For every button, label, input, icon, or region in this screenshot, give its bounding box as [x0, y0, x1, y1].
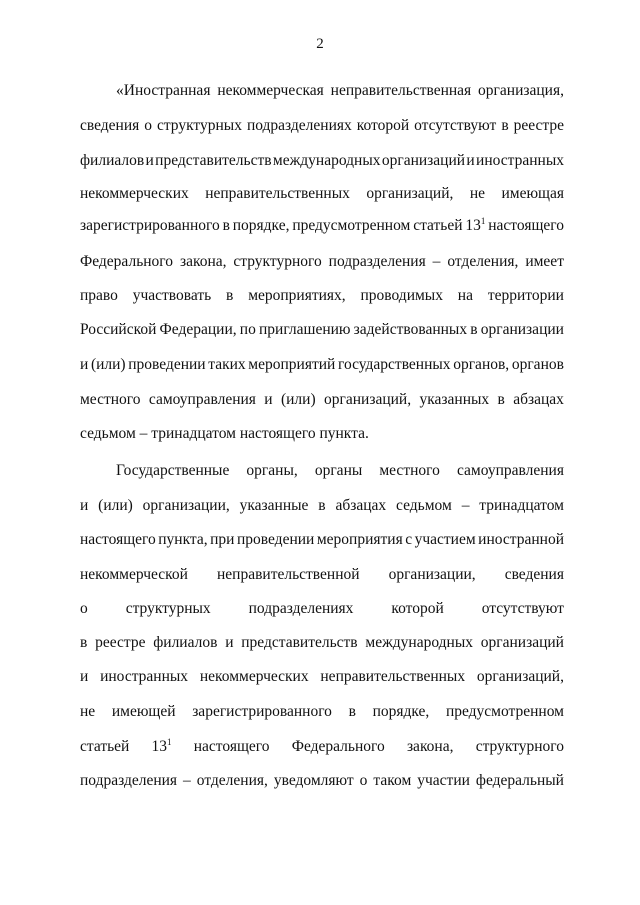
word: сведения: [80, 117, 140, 134]
word: задействованных: [353, 321, 468, 338]
word: структурных: [156, 117, 242, 134]
text-line: [80, 737, 564, 757]
word: о: [144, 117, 152, 134]
word: настоящего: [239, 425, 316, 442]
word: государственных: [337, 356, 451, 373]
word: (или): [280, 391, 316, 408]
word: в: [226, 287, 234, 304]
word: федеральный: [475, 772, 564, 789]
word: уведомляют: [273, 772, 354, 789]
word: по: [239, 321, 256, 338]
word: в: [80, 634, 88, 651]
word: на: [457, 287, 473, 304]
word: которой: [391, 600, 444, 617]
word: в: [222, 217, 230, 234]
word: и: [80, 356, 89, 373]
word: Федерального: [80, 253, 174, 270]
word: пункта,: [158, 531, 208, 548]
word: (или): [98, 497, 133, 514]
word: настоящего: [193, 738, 270, 755]
word: имеющая: [501, 185, 564, 202]
word: и: [264, 391, 273, 408]
word: имеет: [525, 253, 564, 270]
word: самоуправления: [456, 462, 564, 479]
text-line: [80, 599, 564, 619]
text-line: [80, 151, 564, 171]
word: –: [183, 772, 191, 789]
word: отсутствуют: [481, 600, 564, 617]
word: имеющей: [111, 703, 176, 720]
superscript: 1: [480, 216, 486, 226]
word: –: [432, 253, 441, 270]
word: указанные: [239, 497, 309, 514]
word: Государственные: [116, 462, 230, 479]
word: органов: [511, 356, 564, 373]
word: «Иностранная: [116, 82, 211, 99]
word: участием: [414, 531, 476, 548]
word: абзацах: [513, 391, 564, 408]
word: самоуправления: [148, 391, 256, 408]
word: зарегистрированного: [192, 703, 332, 720]
text-line: [80, 667, 564, 687]
word: (или): [90, 356, 126, 373]
word: проводимых: [360, 287, 443, 304]
word: иностранных: [476, 152, 564, 169]
text-line: [80, 116, 564, 136]
word: мероприятиях,: [248, 287, 346, 304]
word: неправительственных: [205, 185, 350, 202]
word: настоящего: [80, 531, 156, 548]
word: иностранной: [478, 531, 564, 548]
word: организации: [480, 321, 564, 338]
word: международных: [272, 152, 381, 169]
text-line: [80, 633, 564, 653]
word: абзацах: [335, 497, 387, 514]
word: тринадцатом: [479, 497, 564, 514]
word: подразделениях: [248, 600, 354, 617]
superscript: 1: [167, 737, 172, 747]
word: зарегистрированного: [80, 217, 220, 234]
text-line: [116, 81, 564, 101]
word: предусмотренном: [292, 217, 411, 234]
word: структурного: [475, 738, 564, 755]
word: филиалов: [80, 152, 145, 169]
word: реестре: [95, 634, 146, 651]
word: организаций,: [476, 668, 564, 685]
text-line: [80, 216, 564, 236]
word: организаций: [381, 152, 466, 169]
word: организаций,: [324, 391, 412, 408]
word: настоящего: [488, 217, 564, 234]
word: указанных: [419, 391, 490, 408]
word: в: [348, 703, 356, 720]
text-line: [80, 702, 564, 722]
word: представительств: [155, 152, 272, 169]
word: в: [497, 391, 505, 408]
word: Федерации,: [159, 321, 237, 338]
page-number: 2: [316, 36, 324, 52]
text-line: [80, 252, 564, 272]
word: и: [80, 497, 89, 514]
word: статьей: [80, 738, 130, 755]
word: некоммерческих: [199, 668, 309, 685]
word: структурного: [233, 253, 322, 270]
text-line: [80, 286, 564, 306]
text-line: [80, 320, 564, 340]
word: филиалов: [153, 634, 218, 651]
word: –: [461, 497, 470, 514]
word: некоммерческих: [80, 185, 189, 202]
word: проведении: [128, 356, 206, 373]
word: органы: [314, 462, 363, 479]
text-line: [80, 530, 564, 550]
word: территории: [487, 287, 564, 304]
word: о: [359, 772, 368, 789]
text-line: [80, 390, 564, 410]
word: организации,: [388, 566, 476, 583]
word: иностранных: [100, 668, 189, 685]
word: мероприятия: [316, 531, 403, 548]
word: –: [139, 425, 148, 442]
word: подразделениях: [246, 117, 352, 134]
word: предусмотренном: [445, 703, 564, 720]
word: порядке,: [232, 217, 290, 234]
word: $13^1$: [151, 737, 172, 755]
word: $13^1$: [465, 216, 486, 234]
text-line: [116, 461, 564, 481]
text-line: [80, 424, 564, 444]
word: подразделения: [80, 772, 178, 789]
word: в: [470, 321, 478, 338]
word: и: [466, 152, 475, 169]
word: органов,: [453, 356, 510, 373]
text-line: [80, 565, 564, 585]
word: неправительственная: [330, 82, 472, 99]
word: сведения: [504, 566, 564, 583]
word: Российской: [80, 321, 157, 338]
word: седьмом: [80, 425, 136, 442]
word: организаций: [480, 634, 564, 651]
word: неправительственной: [216, 566, 360, 583]
word: порядке,: [372, 703, 430, 720]
word: не: [469, 185, 486, 202]
word: пункта.: [319, 425, 369, 442]
word: Федерального: [291, 738, 385, 755]
text-line: [80, 184, 564, 204]
word: не: [80, 703, 96, 720]
text-line: [80, 771, 564, 791]
word: и: [80, 668, 89, 685]
word: седьмом: [396, 497, 452, 514]
text-line: [80, 496, 564, 516]
word: проведении: [236, 531, 315, 548]
word: статьей: [413, 217, 463, 234]
word: международных: [365, 634, 473, 651]
word: представительств: [241, 634, 358, 651]
word: местного: [80, 391, 141, 408]
word: некоммерческая: [217, 82, 324, 99]
word: таком: [373, 772, 412, 789]
word: организаций,: [366, 185, 454, 202]
text-line: [80, 355, 564, 375]
word: участии: [417, 772, 470, 789]
word: приглашению: [258, 321, 351, 338]
word: подразделения: [328, 253, 426, 270]
word: некоммерческой: [80, 566, 188, 583]
word: закона,: [179, 253, 227, 270]
word: с: [405, 531, 413, 548]
word: отделения,: [196, 772, 268, 789]
word: в: [501, 117, 509, 134]
word: неправительственных: [320, 668, 466, 685]
word: органы,: [246, 462, 298, 479]
word: организации,: [142, 497, 230, 514]
word: реестре: [513, 117, 564, 134]
word: закона,: [406, 738, 454, 755]
word: которой: [356, 117, 410, 134]
word: о: [80, 600, 88, 617]
word: таких: [208, 356, 246, 373]
word: тринадцатом: [151, 425, 236, 442]
word: отделения,: [447, 253, 519, 270]
word: и: [225, 634, 234, 651]
word: и: [145, 152, 154, 169]
word: мероприятий: [248, 356, 336, 373]
word: организация,: [478, 82, 564, 99]
word: право: [80, 287, 118, 304]
word: местного: [379, 462, 440, 479]
word: структурных: [125, 600, 211, 617]
word: при: [210, 531, 235, 548]
word: участвовать: [132, 287, 212, 304]
word: в: [318, 497, 326, 514]
word: отсутствуют: [414, 117, 497, 134]
